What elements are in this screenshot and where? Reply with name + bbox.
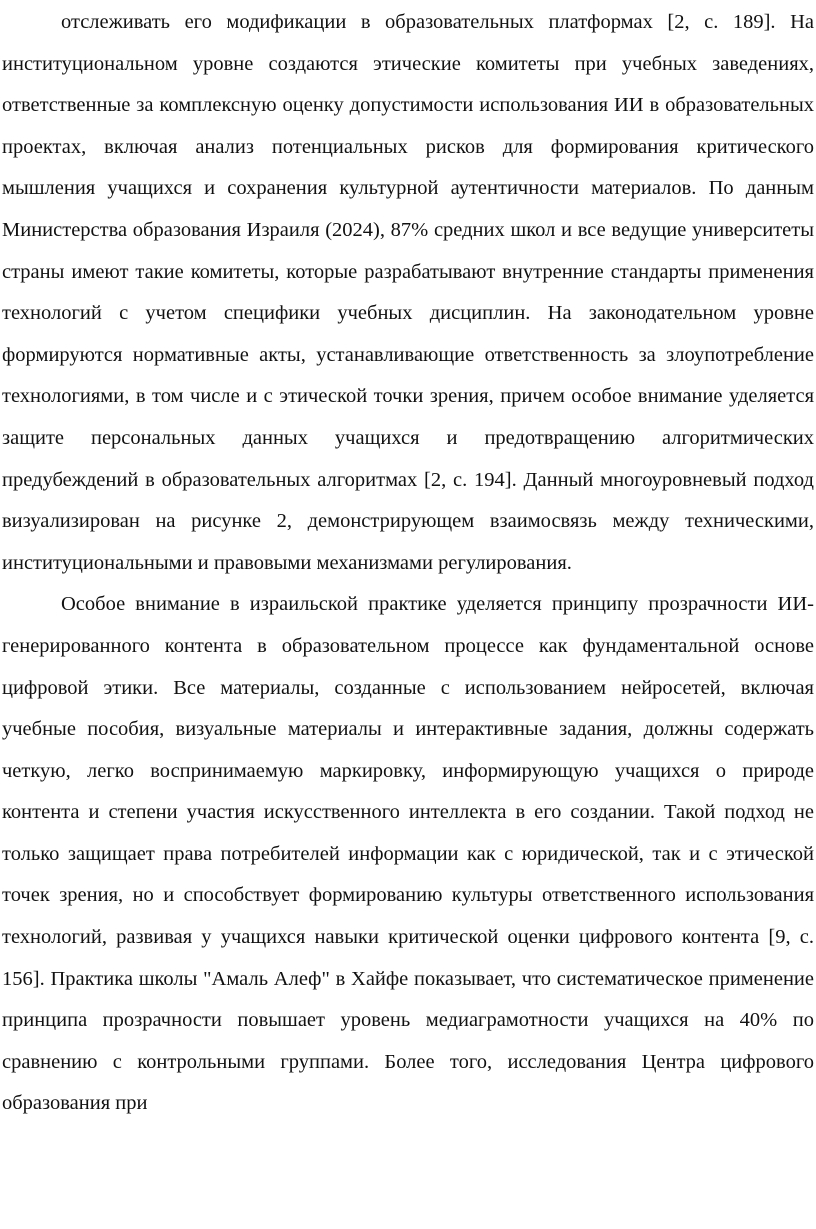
paragraph-transparency: Особое внимание в израильской практике уделяется принципу прозрачности ИИ-генерированного контента в образовательном процессе как фундаментальной основе цифровой этики. Все материалы, созданные с использованием нейросетей, включая учебные пособия, визуальные материалы и интерактивные задания, должны содержать четкую, легко воспринимаемую маркировку, информирующую учащихся о природе контента и степени участия искусственного интеллекта в его создании. Такой подход не только защищает права потребителей информации как с юридической, так и с этической точек зрения, но и способствует формированию культуры ответственного использования технологий, развивая у учащихся навыки критической оценки цифрового контента [9, с. 156]. Практика школы "Амаль Алеф" в Хайфе показывает, что систематическое применение принципа прозрачности повышает уровень медиаграмотности учащихся на 40% по сравнению с контрольными группами. Более того, исследования Центра цифрового образования при	[2, 593, 814, 1115]
paragraph-continued: отслеживать его модификации в образовательных платформах [2, с. 189]. На институциональном уровне создаются этические комитеты при учебных заведениях, ответственные за комплексную оценку допустимости использования ИИ в образовательных проектах, включая анализ потенциальных рисков для формирования критического мышления учащихся и сохранения культурной аутентичности материалов. По данным Министерства образования Израиля (2024), 87% средних школ и все ведущие университеты страны имеют такие комитеты, которые разрабатывают внутренние стандарты применения технологий с учетом специфики учебных дисциплин. На законодательном уровне формируются нормативные акты, устанавливающие ответственность за злоупотребление технологиями, в том числе и с этической точки зрения, причем особое внимание уделяется защите персональных данных учащихся и предотвращению алгоритмических предубеждений в образовательных алгоритмах [2, с. 194]. Данный многоуровневый подход визуализирован на рисунке 2, демонстрирующем взаимосвязь между техническими, институциональными и правовыми механизмами регулирования.	[2, 11, 814, 574]
